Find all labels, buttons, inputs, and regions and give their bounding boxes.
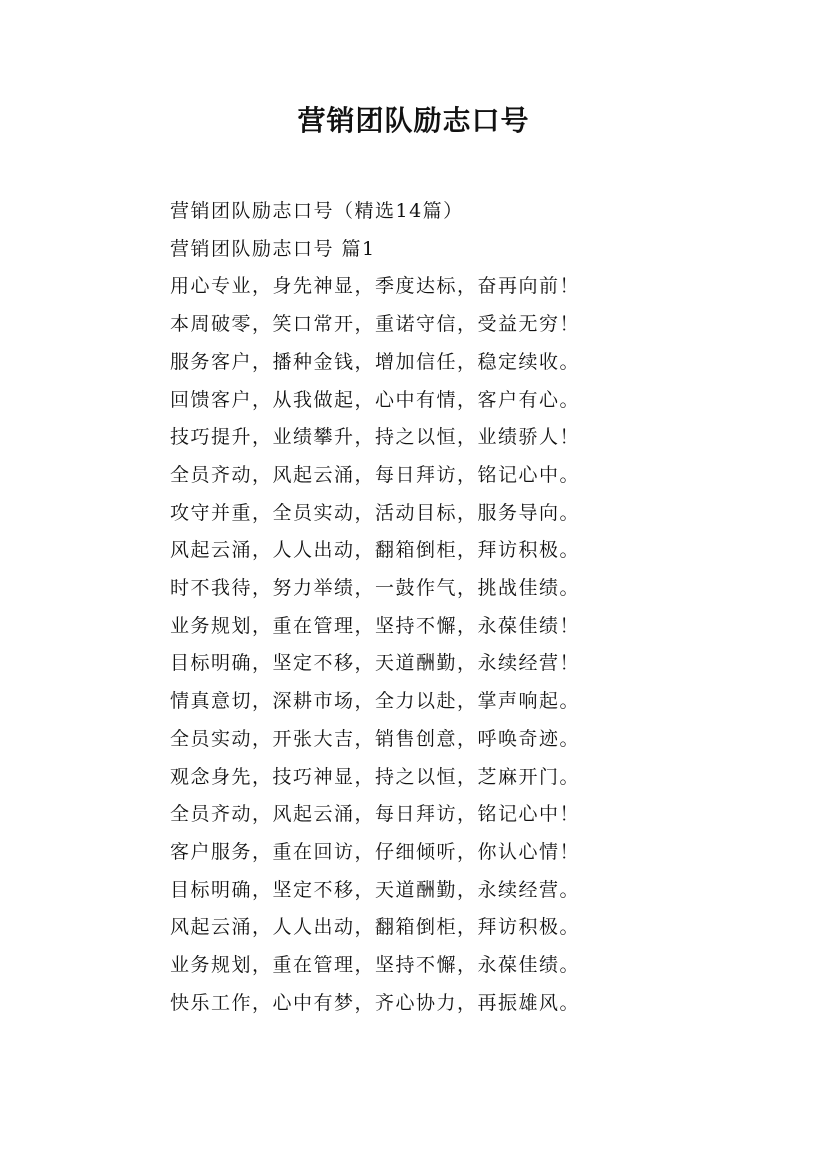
slogan-line: 技巧提升，业绩攀升，持之以恒，业绩骄人！ bbox=[170, 426, 581, 449]
slogan-line: 风起云涌，人人出动，翻箱倒柜，拜访积极。 bbox=[170, 539, 581, 562]
slogan-line: 业务规划，重在管理，坚持不懈，永葆佳绩！ bbox=[170, 614, 581, 637]
slogan-line: 全员齐动，风起云涌，每日拜访，铭记心中。 bbox=[170, 463, 581, 486]
slogan-line: 用心专业，身先神显，季度达标，奋再向前！ bbox=[170, 275, 581, 298]
slogan-line: 服务客户，播种金钱，增加信任，稳定续收。 bbox=[170, 350, 581, 373]
slogan-line: 目标明确，坚定不移，天道酬勤，永续经营。 bbox=[170, 878, 581, 901]
document-body bbox=[170, 193, 650, 1022]
slogan-line: 快乐工作，心中有梦，齐心协力，再振雄风。 bbox=[170, 991, 581, 1014]
slogan-line: 全员实动，开张大吉，销售创意，呼唤奇迹。 bbox=[170, 727, 581, 750]
slogan-line: 本周破零，笑口常开，重诺守信，受益无穷！ bbox=[170, 313, 581, 336]
section-heading: 营销团队励志口号 篇1 bbox=[170, 237, 376, 260]
page-title: 营销团队励志口号 bbox=[297, 104, 530, 137]
slogan-line: 观念身先，技巧神显，持之以恒，芝麻开门。 bbox=[170, 765, 581, 788]
document-subtitle: 营销团队励志口号（精选14篇） bbox=[170, 200, 464, 222]
slogan-line: 情真意切，深耕市场，全力以赴，掌声响起。 bbox=[170, 690, 581, 713]
slogan-line: 攻守并重，全员实动，活动目标，服务导向。 bbox=[170, 501, 581, 524]
slogan-line: 目标明确，坚定不移，天道酬勤，永续经营！ bbox=[170, 652, 581, 675]
slogan-line: 客户服务，重在回访，仔细倾听，你认心情！ bbox=[170, 840, 581, 863]
slogan-line: 业务规划，重在管理，坚持不懈，永葆佳绩。 bbox=[170, 954, 581, 977]
slogan-line: 风起云涌，人人出动，翻箱倒柜，拜访积极。 bbox=[170, 916, 581, 939]
slogan-line: 时不我待，努力举绩，一鼓作气，挑战佳绩。 bbox=[170, 577, 581, 600]
slogan-line: 回馈客户，从我做起，心中有情，客户有心。 bbox=[170, 388, 581, 411]
slogan-line: 全员齐动，风起云涌，每日拜访，铭记心中！ bbox=[170, 803, 581, 826]
